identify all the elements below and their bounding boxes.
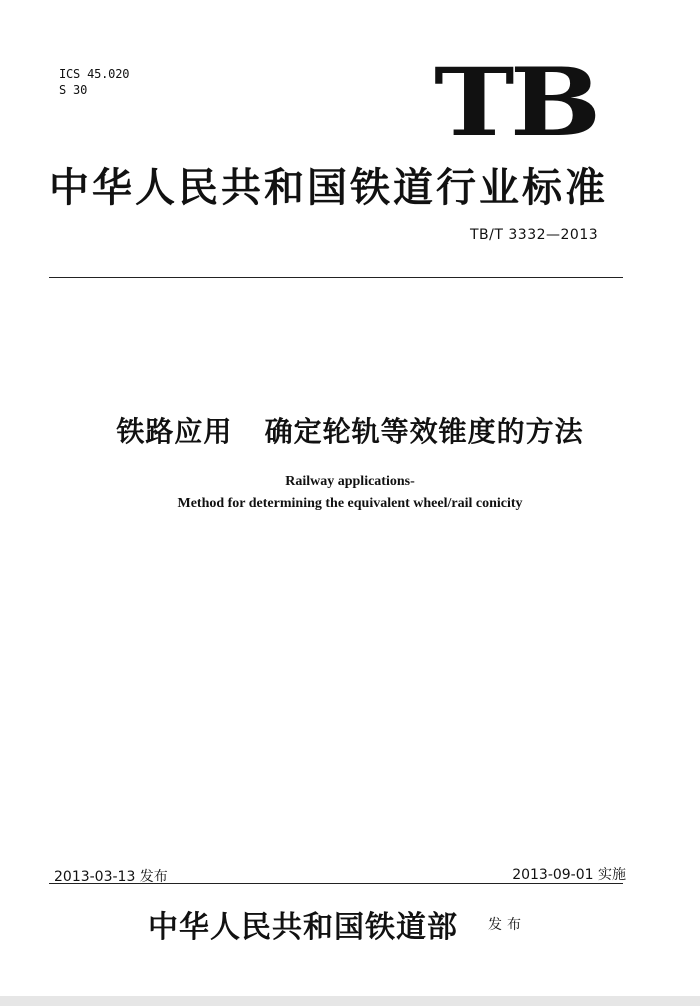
tb-logo: TB	[434, 48, 597, 158]
category-code: S 30	[59, 83, 88, 97]
issuing-label: 发布	[488, 917, 526, 933]
document-title-chinese: 铁路应用 确定轮轨等效锥度的方法	[116, 415, 584, 448]
header-divider	[49, 277, 623, 278]
footer-divider	[49, 883, 623, 884]
standard-organization: 中华人民共和国铁道行业标准	[49, 164, 608, 211]
issuing-authority: 中华人民共和国铁道部	[148, 910, 458, 945]
implementation-date: 2013-09-01 实施	[512, 867, 626, 883]
ics-code: ICS 45.020	[59, 67, 130, 81]
issue-date: 2013-03-13 发布	[54, 869, 168, 885]
standard-number: TB/T 3332—2013	[470, 227, 599, 243]
page-edge	[0, 996, 700, 1006]
classification-codes	[59, 66, 129, 98]
document-title-english-line2: Method for determining the equivalent wheel/rail conicity	[177, 496, 523, 511]
document-title-english-line1: Railway applications-	[285, 474, 415, 489]
